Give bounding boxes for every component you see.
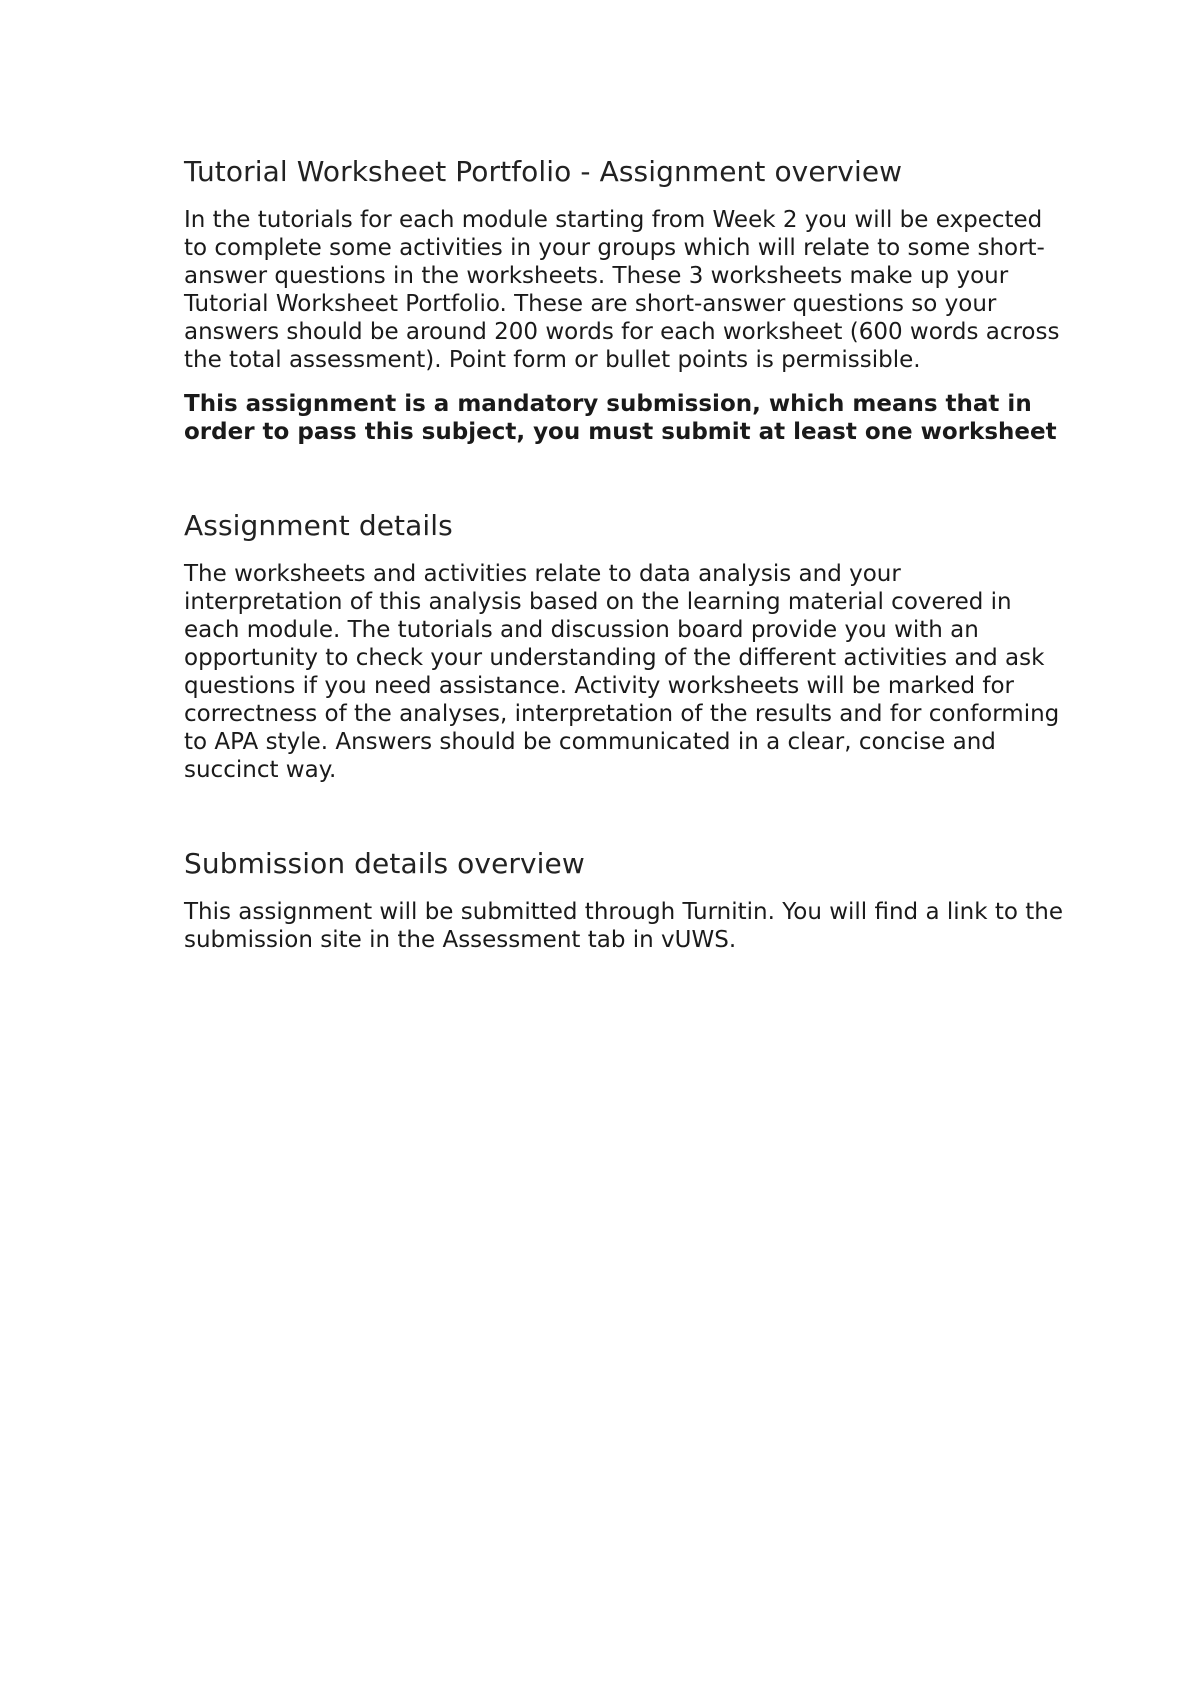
document-title: Tutorial Worksheet Portfolio - Assignment overview bbox=[184, 155, 903, 188]
assignment-details-paragraph: The worksheets and activities relate to data analysis and your interpretation of this analysis based on the learning material covered in each module. The tutorials and discussion board provide you with an opportunity to check your understanding of the different activities and ask questions if you need assistance. Activity worksheets will be marked for correctness of the analyses, interpretation of the results and for conforming to APA style. Answers should be communicated in a clear, concise and succinct way. bbox=[184, 561, 1060, 783]
submission-details-heading: Submission details overview bbox=[184, 847, 585, 880]
intro-paragraph: In the tutorials for each module starting from Week 2 you will be expected to complete some activities in your groups which will relate to some short-answer questions in the worksheets. These 3 worksheets make up your Tutorial Worksheet Portfolio. These are short-answer questions so your answers should be around 200 words for each worksheet (600 words across the total assessment). Point form or bullet points is permissible. bbox=[184, 207, 1060, 373]
mandatory-notice: This assignment is a mandatory submission, which means that in order to pass this subject, you must submit at least one worksheet bbox=[184, 391, 1057, 445]
assignment-details-heading: Assignment details bbox=[184, 509, 453, 542]
submission-details-paragraph: This assignment will be submitted through Turnitin. You will find a link to the submission site in the Assessment tab in vUWS. bbox=[184, 899, 1064, 953]
document-page bbox=[184, 150, 1064, 954]
